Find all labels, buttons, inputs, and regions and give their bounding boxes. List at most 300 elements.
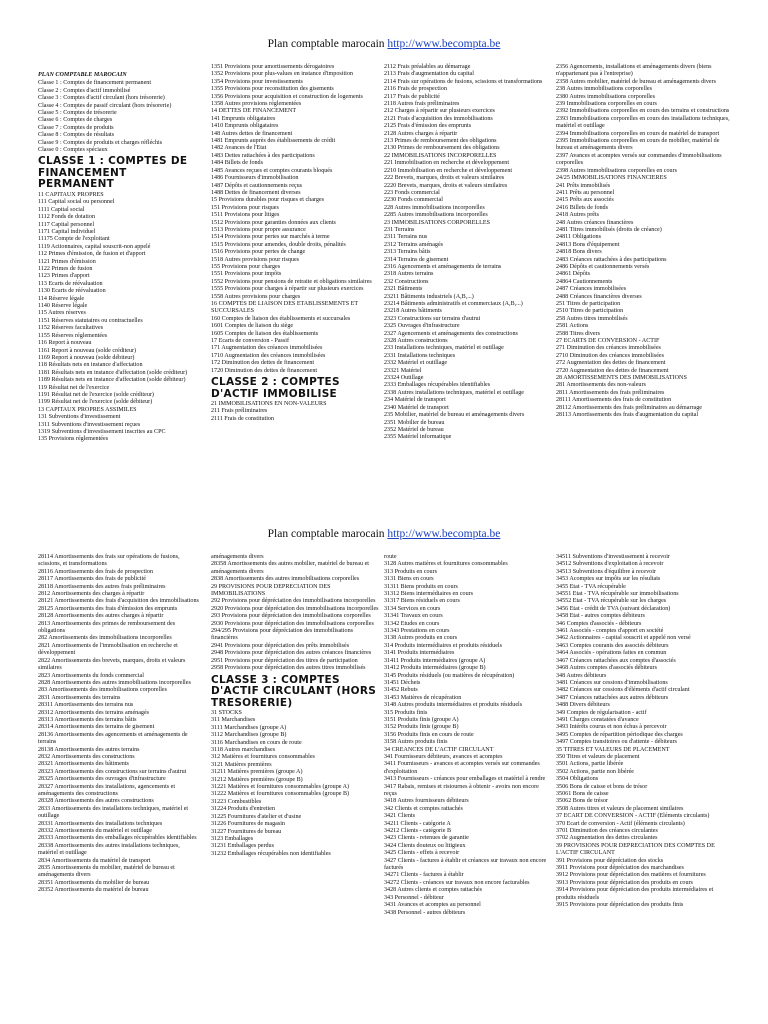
account-entry: 1513 Provisions pour propre assurance	[211, 226, 306, 233]
account-entry: 2418 Autres prêts	[556, 212, 599, 219]
account-entry: 3423 Clients - retenues de garantie	[384, 835, 469, 842]
account-entry: 281 Amortissements des non-valeurs	[556, 382, 646, 389]
column-2	[211, 554, 379, 858]
column-2	[211, 64, 379, 423]
page-2	[0, 510, 768, 1024]
account-entry: 2831 Amortissements des terrains	[38, 694, 121, 701]
account-entry: 15 Provisions durables pour risques et charges	[211, 197, 324, 204]
account-entry: 3131 Biens en cours	[384, 576, 434, 583]
account-entry: Classe 0 : Comptes spéciaux	[38, 147, 108, 154]
column-3	[384, 554, 552, 917]
header-title: Plan comptable marocain	[267, 38, 385, 50]
account-entry: 3424 Clients douteux ou litigieux	[384, 842, 466, 849]
account-entry: 1485 Avances reçues et comptes courants bloqués	[211, 167, 333, 174]
account-entry: 28311 Amortissements des terrains nus	[38, 702, 134, 709]
account-entry: 34552 Etat - TVA récupérable sur les charges	[556, 598, 667, 605]
account-entry: 2325 Ouvrages d'infrastructure	[384, 323, 460, 330]
account-entry: 3141 Produits intermédiaires	[384, 650, 455, 657]
account-entry: 3506 Bons de caisse et bons de trésor	[556, 783, 648, 790]
account-entry: 3482 Créances sur cessions d'éléments d'actif circulant	[556, 687, 690, 694]
account-entry: 112 Primes d'émission, de fusion et d'apport	[38, 251, 146, 258]
column-4	[556, 554, 730, 910]
account-entry: 35062 Bons de trésor	[556, 798, 608, 805]
account-entry: 3428 Autres clients et comptes rattachés	[384, 887, 482, 894]
account-entry: 2285 Autres immobilisations incorporelles	[384, 212, 488, 219]
account-entry: 2958 Provisions pour dépréciation des autres titres immobilisés	[211, 665, 366, 672]
account-entry: 113 Ecarts de réévaluation	[38, 280, 103, 287]
account-entry: 2328 Autres constructions	[384, 338, 448, 345]
account-entry: 2581 Actions	[556, 323, 589, 330]
account-entry: 3121 Matières premières	[211, 761, 272, 768]
account-entry: 1122 Primes de fusion	[38, 266, 93, 273]
account-entry: 1117 Capital personnel	[38, 221, 95, 228]
account-entry: 2948 Provisions pour dépréciation des autres créances financières	[211, 650, 372, 657]
account-entry: 21 IMMOBILISATIONS EN NON-VALEURS	[211, 401, 327, 408]
account-entry: 23324 Outillage	[384, 375, 424, 382]
account-entry: 3495 Comptes de répartition périodique des charges	[556, 731, 683, 738]
account-entry: 2397 Avances et acomptes versés sur commandes d'immobilisations corporelles	[556, 152, 722, 167]
account-entry: 3116 Marchandises en cours de route	[211, 739, 302, 746]
account-entry: 3467 Créances rattachées aux comptes d'associés	[556, 657, 676, 664]
account-entry: 233 Installations techniques, matériel et outillage	[384, 345, 504, 352]
account-entry: Classe 7 : Comptes de produits	[38, 124, 114, 131]
account-entry: 1515 Provisions pour amendes, double droits, pénalités	[211, 241, 346, 248]
account-entry: 31212 Matières premières (groupe B)	[211, 776, 303, 783]
account-entry: 1111 Capital social	[38, 206, 85, 213]
account-entry: 350 Titres et valeurs de placement	[556, 753, 640, 760]
account-entry: 293 Provisions pour dépréciation des immobilisations corporelles	[211, 613, 371, 620]
account-entry: 2395 Immobilisations corporelles en cours de mobilier, matériel de bureau et aménagements divers	[556, 138, 720, 152]
account-entry: 2314 Terrains de gisement	[384, 256, 449, 263]
account-entry: Classe 2 : Comptes d'actif immobilisé	[38, 87, 131, 94]
account-entry: 34511 Subventions d'investissement à recevoir	[556, 554, 670, 560]
account-entry: 3453 Acomptes sur impôts sur les résultats	[556, 576, 661, 583]
account-entry: 3421 Clients	[384, 813, 415, 820]
account-entry: 28 AMORTISSEMENTS DES IMMOBILISATIONS	[556, 375, 687, 382]
account-entry: 2822 Amortissements des brevets, marques, droits et valeurs similaires	[38, 657, 186, 672]
account-entry: 28332 Amortissements du matériel et outillage	[38, 828, 152, 835]
account-entry: 2316 Agencements et aménagements de terrains	[384, 263, 502, 270]
account-entry: 3138 Autres produits en cours	[384, 635, 458, 642]
account-entry: 28351 Amortissements du mobilier de bureau	[38, 879, 150, 886]
account-entry: 1488 Dettes de financement diverses	[211, 189, 301, 196]
account-entry: 1486 Fournisseurs d'immobilisation	[211, 175, 299, 182]
account-entry: 2380 Autres immobilisations corporelles	[556, 93, 656, 100]
account-entry: 23 IMMOBILISATIONS CORPORELLES	[384, 219, 490, 226]
class-heading: CLASSE 1 : COMPTES DE FINANCEMENT PERMANENT	[38, 155, 188, 191]
account-entry: 23214 Bâtiments administratifs et commerciaux (A,B,...)	[384, 301, 523, 307]
account-entry: 3481 Créances sur cessions d'immobilisations	[556, 679, 668, 686]
account-entry: 2356 Agencements, installations et aménagements divers (biens n'appartenant pas à l'entreprise)	[556, 64, 712, 78]
account-entry: 2114 Frais sur opérations de fusions, scissions et transformations	[384, 78, 543, 85]
account-entry: 1151 Réserves statutaires ou contractuelles	[38, 317, 143, 324]
header-link[interactable]: http://www.becompta.be	[387, 38, 501, 50]
account-entry: 1481 Emprunts auprès des établissements de crédit	[211, 138, 336, 145]
account-entry: 2812 Amortissements des charges à répartir	[38, 591, 145, 598]
account-entry: 1181 Résultats nets en instance d'affectation (solde créditeur)	[38, 369, 188, 376]
account-entry: 1130 Ecarts de réévaluation	[38, 288, 106, 295]
account-entry: 2832 Amortissements des constructions	[38, 753, 135, 760]
account-entry: 2321 Bâtiments	[384, 286, 423, 293]
account-entry: 1319 Subventions d'investissement inscrites au CPC	[38, 428, 166, 435]
account-entry: 160 Comptes de liaison des établissements et succursales	[211, 315, 351, 322]
account-entry: 2393 Immobilisations corporelles en cours des installations techniques, matériel et outillage	[556, 115, 730, 130]
account-entry: 1605 Comptes de liaison des établissements	[211, 330, 319, 337]
account-entry: 31451 Déchets	[384, 679, 421, 686]
account-entry: 391 Provisions pour dépréciation des stocks	[556, 857, 664, 864]
account-entry: 2125 Frais d'émission des emprunts	[384, 123, 472, 130]
account-entry: 37 ECART DE CONVERSION - ACTIF (Eléments circulants)	[556, 813, 710, 820]
account-entry: 272 Augmentation des dettes de financement	[556, 360, 666, 367]
account-entry: 2835 Amortissements du mobilier, matériel de bureau et aménagements divers	[38, 865, 175, 879]
account-entry: 1121 Primes d'émission	[38, 258, 96, 265]
account-entry: 3497 Comptes transitoires ou d'attente - débiteurs	[556, 739, 677, 746]
account-entry: 3491 Charges constatées d'avance	[556, 716, 639, 723]
account-entry: 3455 Etat - TVA récupérable	[556, 583, 626, 590]
account-entry: 135 Provisions réglementées	[38, 436, 109, 443]
account-entry: 3461 Associés - comptes d'apport en société	[556, 628, 664, 635]
account-entry: 2951 Provisions pour dépréciation des titres de participation	[211, 657, 358, 664]
account-entry: 2821 Amortissements de l'immobilisation en recherche et développement	[38, 642, 178, 657]
account-entry: 1487 Dépôts et cautionnements reçus	[211, 182, 303, 189]
account-entry: 2311 Terrains nus	[384, 234, 428, 241]
account-entry: 131 Subventions d'investissement	[38, 414, 121, 421]
account-entry: 258 Autres titres immobilisés	[556, 315, 628, 322]
account-entry: 151 Provisions pour risques	[211, 204, 279, 211]
account-entry: 31452 Rebuts	[384, 687, 418, 694]
account-entry: 3411 Fournisseurs - avances et acomptes versés sur commandes d'exploitation	[384, 761, 540, 775]
account-entry: 3701 Diminution des créances circulantes	[556, 828, 658, 835]
account-entry: 17 Ecarts de conversion - Passif	[211, 338, 290, 345]
account-entry: 3152 Produits finis (groupe B)	[384, 724, 459, 731]
account-entry: 2411 Prêts au personnel	[556, 189, 615, 196]
account-entry: 28121 Amortissements des frais d'acquisition des immobilisations	[38, 598, 199, 605]
account-entry: 3504 Obligations	[556, 776, 599, 783]
account-entry: 31341 Travaux en cours	[384, 613, 443, 620]
account-entry: 1555 Provisions pour charges à répartir sur plusieurs exercices	[211, 286, 364, 293]
account-entry: 28338 Amortissements des autres installations techniques, matériel et outillage	[38, 842, 180, 857]
account-entry: 118 Résultats nets en instance d'affectation	[38, 362, 143, 369]
account-entry: 283 Amortissements des immobilisations corporelles	[38, 687, 167, 694]
account-entry: 1514 Provisions pour pertes sur marchés à terme	[211, 234, 330, 241]
account-entry: 2487 Créances immobilisées	[556, 286, 627, 293]
account-entry: 23211 Bâtiments industriels (A,B,...)	[384, 293, 474, 300]
page-header	[0, 528, 768, 540]
account-entry: 2121 Frais d'acquisition des immobilisations	[384, 115, 493, 122]
account-entry: 3134 Services en cours	[384, 605, 441, 612]
account-entry: 1558 Autres provisions pour charges	[211, 293, 301, 300]
account-entry: 3468 Autres comptes d'associés débiteurs	[556, 665, 657, 672]
account-entry: 31224 Produits d'entretien	[211, 806, 276, 813]
account-entry: 2481 Titres immobilisés (droits de créance)	[556, 226, 662, 233]
account-entry: 28321 Amortissements des bâtiments	[38, 761, 129, 768]
account-entry: 3702 Augmentation des dettes circulantes	[556, 835, 658, 842]
account-entry: 2392 Immobilisations corporelles en cours des terrains et constructions	[556, 108, 730, 115]
account-entry: 34271 Clients - factures à établir	[384, 872, 464, 879]
account-entry: 2930 Provisions pour dépréciation des immobilisations corporelles	[211, 620, 374, 627]
account-entry: 228 Autres immobilisations incorporelles	[384, 204, 485, 211]
account-entry: 2813 Amortissements des primes de remboursement des obligations	[38, 620, 176, 635]
plan-label: PLAN COMPTABLE MAROCAIN	[38, 72, 127, 78]
account-entry: 2128 Autres charges à répartir	[384, 130, 458, 137]
account-entry: Classe 6 : Comptes de charges	[38, 117, 113, 124]
account-entry: 2811 Amortissements des frais préliminaires	[556, 389, 665, 396]
account-entry: 34512 Subventions d'exploitation à recevoir	[556, 561, 664, 568]
account-entry: 2720 Augmentation des dettes de financement	[556, 367, 669, 374]
account-entry: 1512 Provisions pour garanties données aux clients	[211, 219, 336, 226]
account-entry: 2834 Amortissements du matériel de transport	[38, 857, 151, 864]
account-entry: Classe 3 : Comptes d'actif circulant (hors trésorerie)	[38, 95, 165, 102]
account-entry: 31232 Emballages récupérables non identifiables	[211, 850, 331, 857]
account-entry: 2351 Mobilier de bureau	[384, 419, 445, 426]
account-entry: 348 Autres débiteurs	[556, 672, 607, 679]
account-entry: 211 Frais préliminaires	[211, 408, 268, 415]
account-entry: 23321 Matériel	[384, 367, 422, 374]
account-entry: 343 Personnel - débiteur	[384, 894, 444, 901]
account-entry: 1355 Provisions pour reconstitution des gisements	[211, 86, 334, 93]
account-entry: 119 Résultat net de l'exercice	[38, 384, 110, 391]
account-entry: 3118 Autres marchandises	[211, 747, 276, 754]
account-entry: 3431 Avances et acomptes au personnel	[384, 902, 481, 909]
account-entry: 248 Autres créances financières	[556, 219, 634, 226]
account-entry: 29 PROVISIONS POUR DEPRECIATION DES IMMOBILISATIONS	[211, 583, 331, 598]
account-entry: 31412 Produits intermédiaires (groupe B)	[384, 665, 486, 672]
account-entry: 3501 Actions, partie libérée	[556, 761, 624, 768]
account-entry: 2483 Créances rattachées à des participations	[556, 256, 667, 263]
account-entry: 3912 Provisions pour dépréciation des matières et fournitures	[556, 872, 706, 879]
account-entry: 1123 Primes d'apport	[38, 273, 90, 280]
account-entry: 1199 Résultat net de l'exercice (solde débiteur)	[38, 399, 153, 406]
account-entry: 2130 Primes de remboursement des obligations	[384, 145, 500, 152]
account-entry: 213 Primes de remboursement des obligations	[384, 138, 497, 145]
account-entry: 2398 Autres immobilisations corporelles en cours	[556, 167, 678, 174]
account-entry: 1189 Résultats nets en instance d'affectation (solde débiteur)	[38, 377, 186, 384]
account-entry: 31227 Fournitures de bureau	[211, 828, 282, 835]
account-entry: 2588 Titres divers	[556, 330, 601, 337]
account-entry: 1358 Autres provisions réglementées	[211, 101, 302, 108]
account-entry: 24813 Bons d'équipement	[556, 241, 620, 248]
account-entry: 2416 Billets de fonds	[556, 204, 608, 211]
account-entry: 28128 Amortissements des autres charges à répartir	[38, 613, 164, 620]
account-entry: 2230 Fonds commercial	[384, 197, 443, 204]
account-entry: 23218 Autres bâtiments	[384, 308, 442, 315]
account-entry: 31317 Biens résiduels en cours	[384, 598, 460, 605]
account-entry: 2355 Matériel informatique	[384, 434, 452, 441]
account-entry: 34551 Etat - TVA récupérable sur immobilisations	[556, 591, 679, 598]
account-entry: 35 TITRES ET VALEURS DE PLACEMENT	[556, 746, 670, 753]
page-1	[0, 0, 768, 510]
account-entry: 2312 Terrains aménagés	[384, 241, 444, 248]
account-entry: 3913 Provisions pour dépréciation des produits en cours	[556, 879, 693, 886]
account-entry: 1354 Provisions pour investissements	[211, 78, 303, 85]
account-entry: 28352 Amortissements du matériel de bureau	[38, 887, 149, 894]
account-entry: 31453 Matières de récupération	[384, 694, 462, 701]
account-entry: 31 STOCKS	[211, 710, 242, 716]
account-entry: 28314 Amortissements des terrains de gisement	[38, 724, 155, 731]
account-entry: 349 Comptes de régularisation - actif	[556, 709, 647, 716]
account-entry: 222 Brevets, marques, droits et valeurs similaires	[384, 175, 505, 182]
account-entry: 2313 Terrains bâtis	[384, 249, 431, 256]
account-entry: 3417 Rabais, remises et ristournes à obtenir - avoirs non encore reçus	[384, 783, 539, 797]
account-entry: 3438 Personnel - autres débiteurs	[384, 909, 466, 916]
account-entry: 16 COMPTES DE LIAISON DES ETABLISSEMENTS ET SUCCURSALES	[211, 301, 359, 315]
account-entry: 2352 Matériel de bureau	[384, 426, 444, 433]
account-entry: 34272 Clients - créances sur travaux non encore facturables	[384, 879, 530, 886]
account-entry: 2838 Amortissements des autres immobilisations corporelles	[211, 576, 360, 583]
account-entry: 141 Emprunts obligataires	[211, 115, 276, 122]
account-entry: 31312 Biens intermédiaires en cours	[384, 591, 474, 598]
account-entry: 2318 Autres terrains	[384, 271, 434, 278]
account-entry: 232 Constructions	[384, 278, 429, 285]
account-entry: 31223 Combustibles	[211, 798, 262, 805]
account-entry: 2333 Emballages récupérables identifiables	[384, 382, 491, 389]
account-entry: 3128 Autres matières et fournitures consommables	[384, 561, 508, 568]
account-entry: Classe 5 : Comptes de trésorerie	[38, 110, 117, 117]
account-entry: 1511 Provisions pour litiges	[211, 212, 280, 219]
account-entry: route	[384, 554, 397, 560]
account-entry: 3487 Créances rattachées aux autres débiteurs	[556, 694, 669, 701]
account-entry: 313 Produits en cours	[384, 568, 437, 575]
account-entry: 39 PROVISIONS POUR DEPRECIATION DES COMPTES DE L'ACTIF CIRCULANT	[556, 842, 715, 857]
account-entry: 115 Autres réserves	[38, 310, 86, 317]
account-entry: 2710 Diminution des créances immobilisées	[556, 352, 664, 359]
account-entry: 2828 Amortissements des autres immobilisations incorporelles	[38, 679, 191, 686]
account-entry: 2920 Provisions pour dépréciation des immobilisations incorporelles	[211, 605, 379, 612]
account-entry: 311 Marchandises	[211, 717, 256, 724]
account-entry: 1518 Autres provisions pour risques	[211, 256, 300, 263]
account-entry: 22 IMMOBILISATIONS INCORPORELLES	[384, 152, 497, 159]
account-entry: 116 Report à nouveau	[38, 340, 92, 347]
account-entry: 28114 Amortissements des frais sur opérations de fusions, scissions, et transformations	[38, 554, 180, 568]
account-entry: 346 Comptes d'associés - débiteurs	[556, 620, 642, 627]
account-entry: 235 Mobilier, matériel de bureau et aménagements divers	[384, 412, 525, 419]
account-entry: 28327 Amortissements des installations, agencements et aménagements des constructions	[38, 783, 176, 797]
account-entry: 1710 Augmentation des créances immobilisées	[211, 352, 326, 359]
account-entry: 3508 Autres titres et valeurs de placement similaires	[556, 805, 684, 812]
account-entry: 28333 Amortissements des emballages récupérables identifiables	[38, 835, 197, 842]
account-entry: 251 Titres de participation	[556, 301, 621, 307]
account-entry: 2338 Autres installations techniques, matériel et outillage	[384, 389, 524, 396]
account-entry: 31225 Fournitures d'atelier et d'usine	[211, 813, 302, 820]
account-entry: Classe 9 : Comptes de produits et charges réfléchis	[38, 139, 163, 146]
account-entry: 292 Provisions pour dépréciation des immobilisations incorporelles	[211, 598, 376, 605]
class-heading: CLASSE 3 : COMPTES D'ACTIF CIRCULANT (HORS TRESORERIE)	[211, 673, 377, 709]
account-entry: 1155 Réserves réglementées	[38, 332, 108, 339]
account-entry: 2941 Provisions pour dépréciation des prêts immobilisés	[211, 642, 350, 649]
account-entry: 31226 Fournitures de magasin	[211, 821, 285, 828]
account-entry: 11 CAPITAUX PROPRES	[38, 191, 104, 198]
account-entry: 315 Produits finis	[384, 709, 428, 716]
account-entry: 231 Terrains	[384, 226, 415, 233]
account-entry: 241 Prêts immobilisés	[556, 182, 611, 189]
account-entry: 111 Capital social ou personnel	[38, 199, 115, 206]
account-entry: 221 Immobilisation en recherche et développement	[384, 160, 510, 167]
account-entry: 3148 Autres produits intermédiaires et produits résiduels	[384, 702, 523, 709]
account-entry: 31231 Emballages perdus	[211, 843, 274, 850]
account-entry: 28138 Amortissements des autres terrains	[38, 746, 140, 753]
account-entry: 314 Produits intermédiaires et produits résiduels	[384, 642, 502, 649]
account-entry: 28136 Amortissements des agencements et aménagements de terrains	[38, 731, 188, 746]
account-entry: 3156 Produits finis en cours de route	[384, 731, 474, 738]
account-entry: 1311 Subventions d'investissement reçues	[38, 421, 141, 428]
account-entry: 171 Augmentation des créances immobilisées	[211, 345, 323, 352]
account-entry: aménagements divers	[211, 554, 264, 560]
account-entry: 342 Clients et comptes rattachés	[384, 805, 463, 812]
account-entry: 3427 Clients - factures à établir et créances sur travaux non encore facturés	[384, 857, 547, 872]
account-entry: 341 Fournisseurs débiteurs, avances et acomptes	[384, 753, 503, 760]
account-entry: 28331 Amortissements des installations techniques	[38, 820, 163, 827]
account-entry: 2116 Frais de prospection	[384, 86, 447, 93]
account-entry: 2210 Immobilisation en recherche et développement	[384, 167, 513, 174]
account-entry: 238 Autres immobilisations corporelles	[556, 86, 652, 93]
account-entry: 27 ECARTS DE CONVERSION - ACTIF	[556, 338, 660, 345]
account-entry: 1352 Provisions pour plus-values en instance d'imposition	[211, 71, 353, 78]
account-entry: 3111 Marchandises (groupe A)	[211, 724, 287, 731]
account-entry: 2823 Amortissements du fonds commercial	[38, 672, 144, 679]
account-entry: 24861 Dépôts	[556, 271, 591, 278]
account-entry: 28111 Amortissements des frais de constitution	[556, 397, 672, 404]
account-entry: 2113 Frais d'augmentation du capital	[384, 71, 474, 78]
account-entry: 24811 Obligations	[556, 234, 601, 241]
account-entry: 34211 Clients - catégorie A	[384, 820, 451, 827]
account-entry: 24864 Cautionnements	[556, 278, 613, 285]
account-entry: 2323 Constructions sur terrains d'autrui	[384, 315, 481, 322]
account-entry: 1161 Report à nouveau (solde créditeur)	[38, 347, 137, 354]
account-entry: 3123 Emballages	[211, 835, 254, 842]
account-entry: 28113 Amortissements des frais d'augmentation du capital	[556, 412, 699, 419]
account-entry: 1112 Fonds de dotation	[38, 214, 95, 221]
account-entry: 31211 Matières premières (groupe A)	[211, 769, 303, 776]
account-entry: 172 Diminution des dettes de financement	[211, 360, 315, 367]
account-entry: 31311 Biens produits en cours	[384, 583, 458, 590]
column-4	[556, 64, 730, 420]
header-title: Plan comptable marocain	[267, 528, 385, 540]
account-entry: 294/295 Provisions pour dépréciation des immobilisations financières	[211, 628, 354, 642]
account-entry: 1351 Provisions pour amortissements dérogatoires	[211, 64, 335, 70]
account-entry: 155 Provisions pour charges	[211, 263, 281, 270]
account-entry: 3915 Provisions pour dépréciation des produits finis	[556, 902, 684, 909]
account-entry: 1720 Diminution des dettes de financement	[211, 367, 318, 374]
account-entry: 1483 Dettes rattachées à des participations	[211, 152, 315, 159]
account-entry: 2415 Prêts aux associés	[556, 197, 614, 204]
account-entry: 2331 Installations techniques	[384, 352, 456, 359]
account-entry: 2332 Matériel et outillage	[384, 360, 448, 367]
account-entry: 24/25 IMMOBILISATIONS FINANCIERES	[556, 175, 667, 182]
account-entry: 2394 Immobilisations corporelles en cours de matériel de transport	[556, 130, 720, 137]
account-entry: 28313 Amortissements des terrains bâtis	[38, 716, 137, 723]
account-entry: 3911 Provisions pour dépréciation des marchandises	[556, 865, 684, 872]
account-entry: 3914 Provisions pour dépréciation des produits intermédiaires et produits résiduels	[556, 887, 714, 901]
account-entry: 34513 Subventions d'équilibre à recevoir	[556, 568, 656, 575]
account-entry: 212 Charges à répartir sur plusieurs exercices	[384, 108, 495, 115]
account-entry: Classe 8 : Comptes de résultats	[38, 132, 114, 139]
account-entry: 31221 Matières et fournitures consommables (groupe A)	[211, 784, 350, 791]
account-entry: 2340 Matériel de transport	[384, 404, 449, 411]
account-entry: 28323 Amortissements des constructions sur terrains d'autrui	[38, 768, 187, 775]
account-entry: 1356 Provisions pour acquisition et construction de logements	[211, 93, 363, 100]
account-entry: 2117 Frais de publicité	[384, 93, 440, 100]
header-link[interactable]: http://www.becompta.be	[387, 528, 501, 540]
account-entry: 3458 Etat - autres comptes débiteurs	[556, 613, 645, 620]
account-entry: 3456 Etat - crédit de TVA (suivant déclaration)	[556, 605, 671, 612]
account-entry: 2358 Autres mobilier, matériel de bureau et aménagements divers	[556, 78, 717, 85]
account-entry: 34212 Clients - catégorie B	[384, 828, 452, 835]
account-entry: 24818 Bons divers	[556, 249, 602, 256]
account-entry: 2112 Frais préalables au démarrage	[384, 64, 471, 70]
account-entry: 1410 Emprunts obligataires	[211, 123, 279, 130]
account-entry: 3488 Divers débiteurs	[556, 702, 610, 709]
account-entry: 1140 Réserve légale	[38, 303, 88, 310]
